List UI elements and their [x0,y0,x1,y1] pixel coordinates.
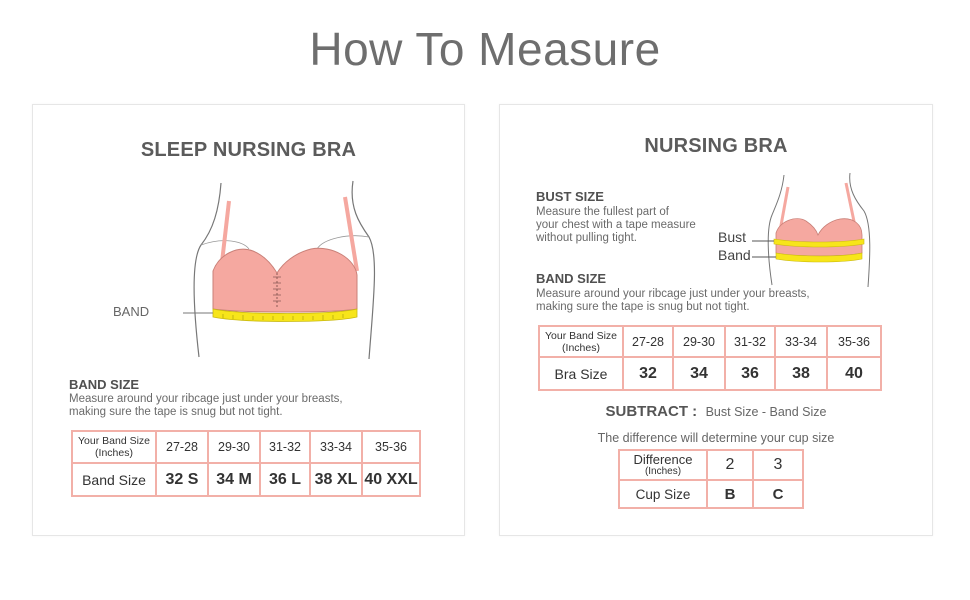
table-row [619,480,803,508]
band-size-text-2: making sure the tape is snug but not tight. [69,406,283,418]
range-cell: 33-34 [775,326,827,357]
card-title: NURSING BRA [644,135,788,157]
bust-size-text-2: your chest with a tape measure [536,219,696,231]
size-cell: 40 [827,357,881,390]
size-cell: 34 [673,357,725,390]
difference-cell: 2 [707,450,753,480]
bust-size-text-1: Measure the fullest part of [536,206,669,218]
difference-header [619,450,707,480]
range-cell: 35-36 [362,431,420,463]
header-line: Difference [633,452,693,467]
header-line: (Inches) [95,447,133,459]
size-cell: 38 XL [310,463,362,496]
header-line: (Inches) [562,341,600,354]
band-size-table [71,430,421,497]
header-line: (Inches) [644,466,682,477]
range-cell: 31-32 [725,326,775,357]
cup-cell: B [707,480,753,508]
subtract-line [500,403,932,421]
table-row [619,450,803,480]
table-row [72,431,420,463]
subtract-title: SUBTRACT : [605,403,698,420]
size-cell: 36 [725,357,775,390]
size-cell: 36 L [260,463,310,496]
range-cell: 27-28 [156,431,208,463]
sleep-nursing-bra-card [32,104,465,536]
range-cell: 27-28 [623,326,673,357]
band-inches-header [539,326,623,357]
range-cell: 31-32 [260,431,310,463]
range-cell: 29-30 [673,326,725,357]
band-size-text-2: making sure the tape is snug but not tight. [536,301,750,313]
size-cell: 38 [775,357,827,390]
sleep-bra-illustration [183,175,383,365]
table-row [539,326,881,357]
band-inches-header [72,431,156,463]
card-title: SLEEP NURSING BRA [140,139,357,161]
difference-note: The difference will determine your cup size [597,431,835,445]
bust-size-heading: BUST SIZE [536,189,604,204]
subtract-formula: Bust Size - Band Size [705,405,827,419]
cup-size-table [618,449,804,509]
band-size-text-1: Measure around your ribcage just under your breasts, [536,288,810,300]
band-size-heading: BAND SIZE [536,271,607,286]
band-size-header: Band Size [72,463,156,496]
table-row [539,357,881,390]
band-size-text-1: Measure around your ribcage just under your breasts, [69,393,343,405]
range-cell: 29-30 [208,431,260,463]
nursing-bra-illustration [750,169,890,289]
size-cell: 34 M [208,463,260,496]
size-cell: 32 S [156,463,208,496]
page-title: How To Measure [309,23,661,75]
nursing-bra-card [499,104,933,536]
header-line: Your Band Size [545,329,617,342]
range-cell: 35-36 [827,326,881,357]
table-row [72,463,420,496]
size-cell: 32 [623,357,673,390]
band-size-heading: BAND SIZE [69,377,140,392]
bra-size-table [538,325,882,391]
bra-size-header: Bra Size [539,357,623,390]
range-cell: 33-34 [310,431,362,463]
size-cell: 40 XXL [362,463,420,496]
band-label: Band [718,247,751,263]
cup-cell: C [753,480,803,508]
bust-label: Bust [718,229,747,245]
header-line: Your Band Size [78,435,150,447]
band-label: BAND [113,304,150,319]
difference-cell: 3 [753,450,803,480]
cup-size-header: Cup Size [619,480,707,508]
bust-size-text-3: without pulling tight. [536,232,638,244]
